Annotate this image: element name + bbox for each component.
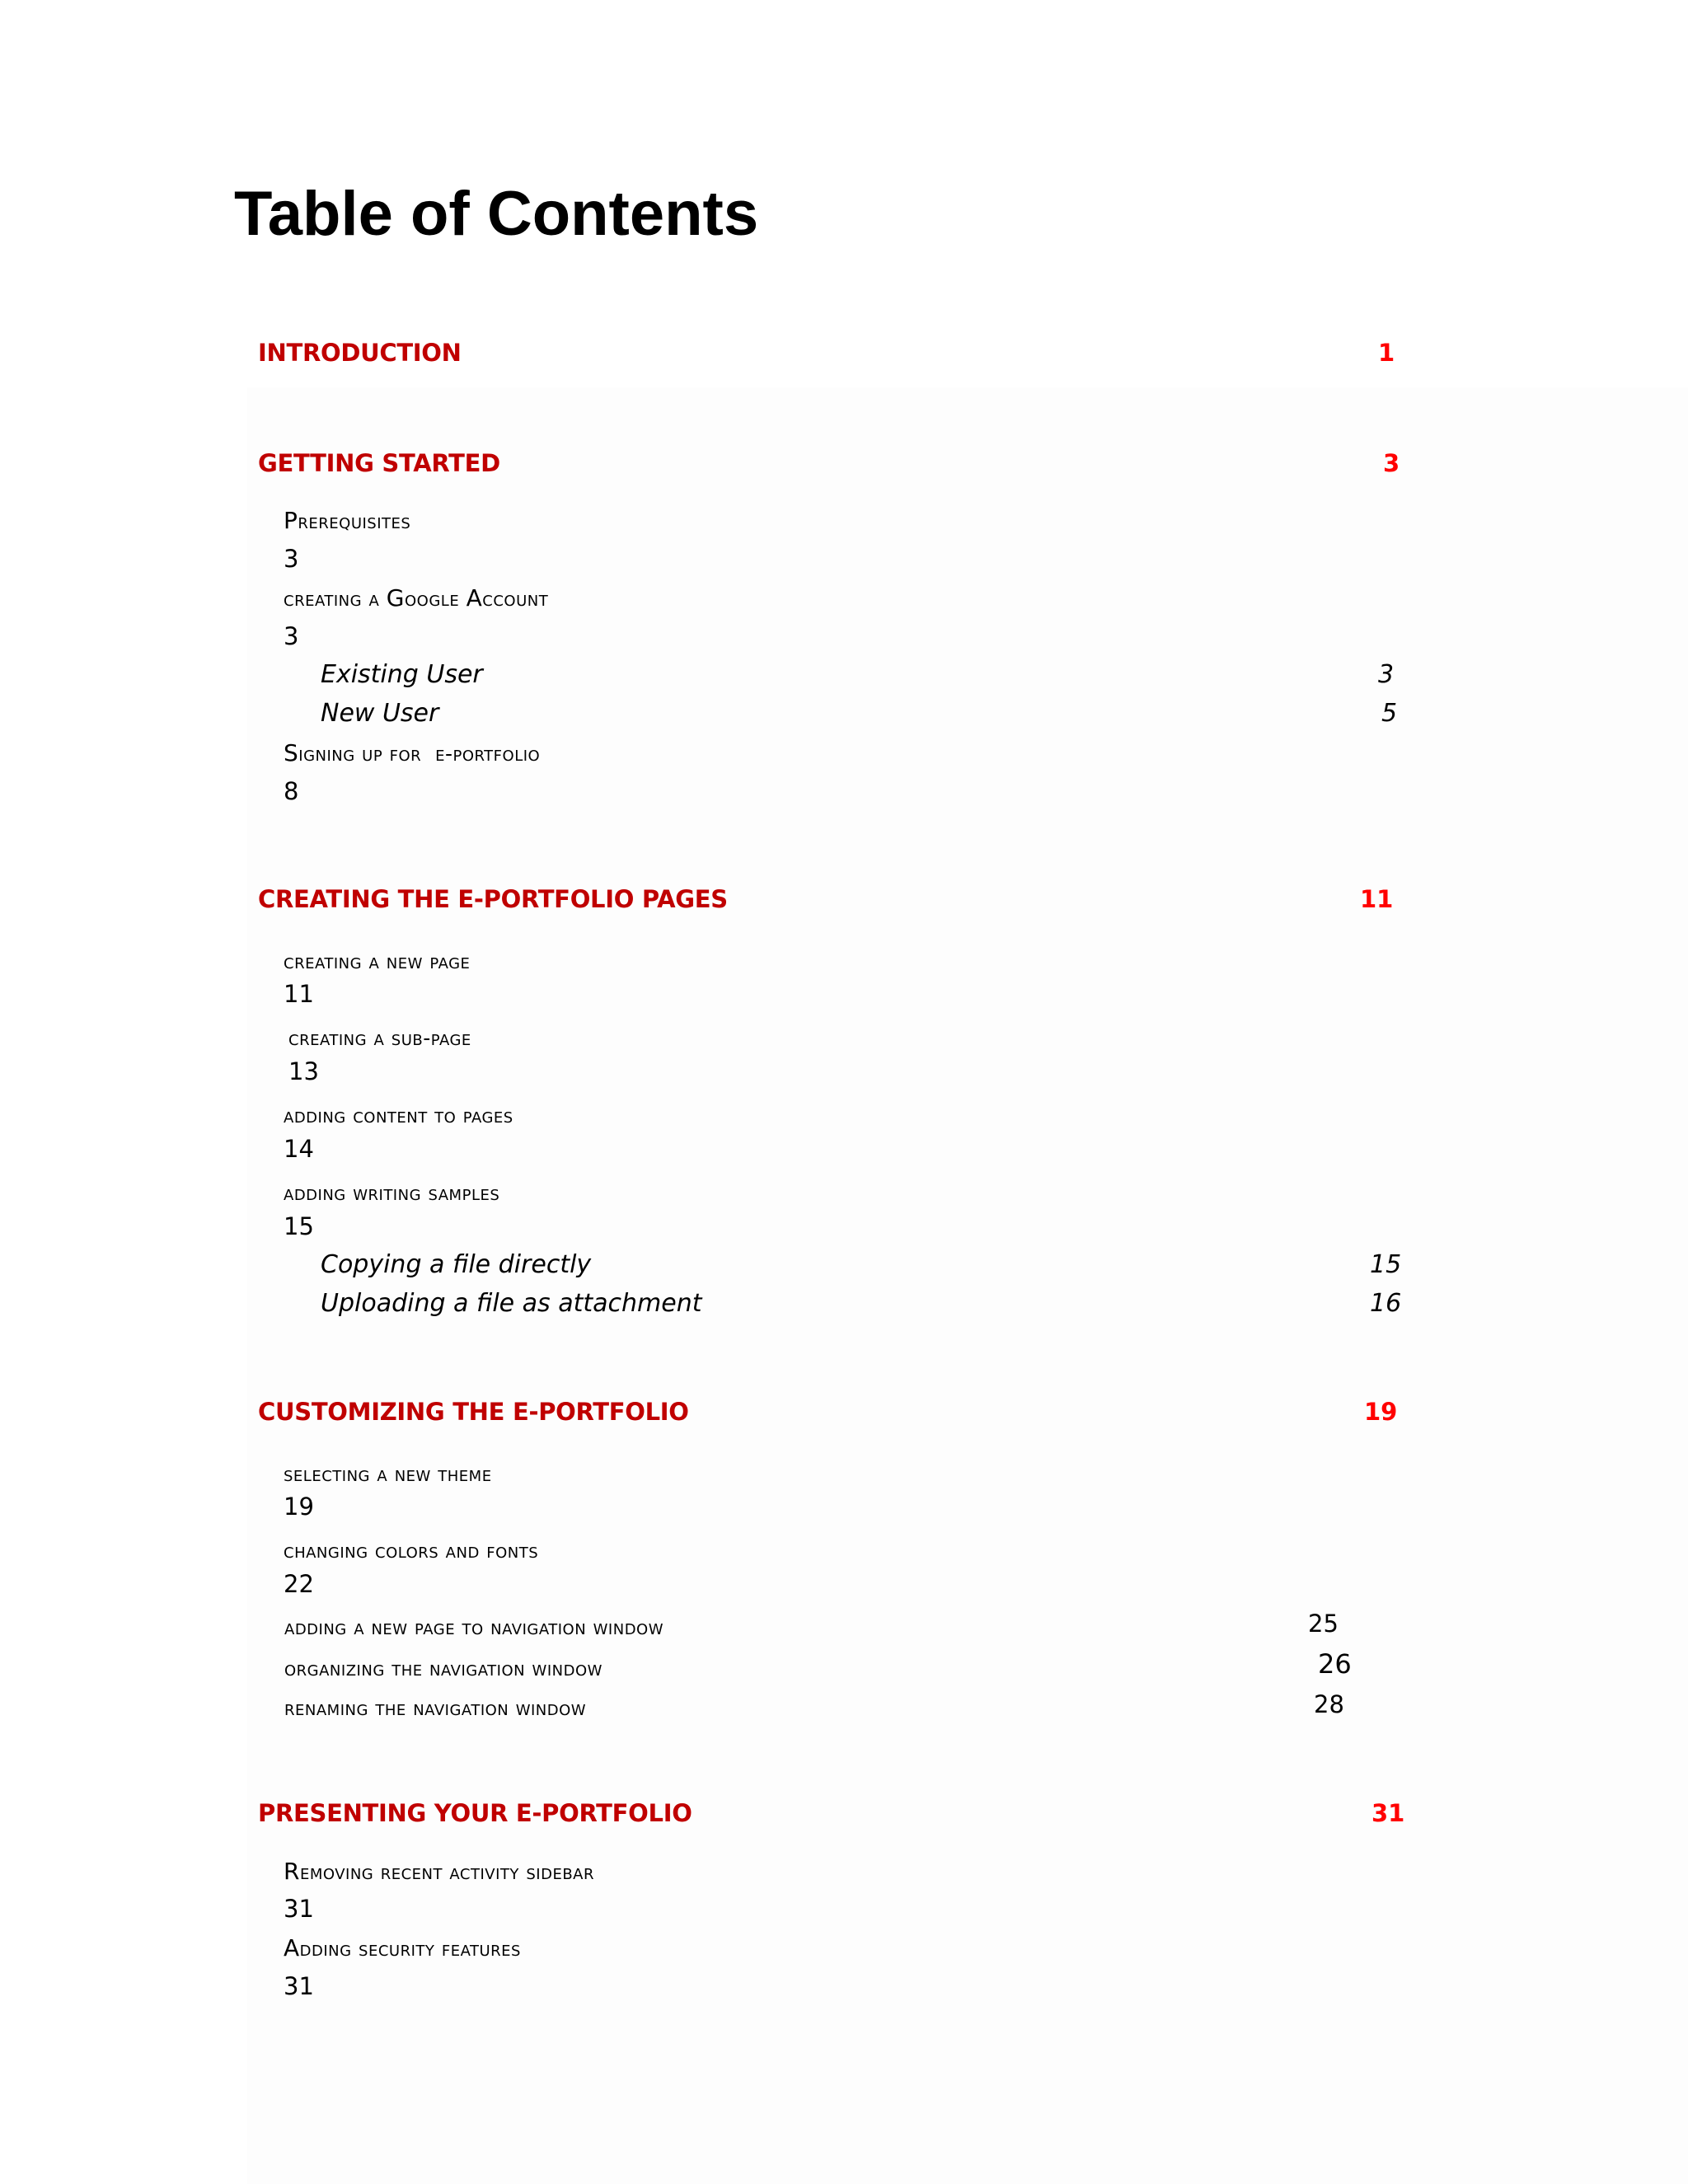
toc-entry-page[interactable]: 14 <box>284 1135 314 1163</box>
toc-section-creating-pages[interactable]: CREATING THE E-PORTFOLIO PAGES <box>258 885 728 913</box>
toc-entry-page[interactable]: 13 <box>288 1057 319 1085</box>
toc-section-presenting[interactable]: PRESENTING YOUR E-PORTFOLIO <box>258 1799 692 1827</box>
toc-section-getting-started[interactable]: GETTING STARTED <box>258 449 500 477</box>
toc-entry-page[interactable]: 28 <box>1314 1690 1344 1718</box>
toc-subentry-page[interactable]: 16 <box>1370 1289 1402 1318</box>
toc-entry-adding-nav-page[interactable]: adding a new page to navigation window <box>284 1615 664 1639</box>
toc-subentry-page[interactable]: 5 <box>1381 699 1398 728</box>
toc-entry-adding-writing-samples[interactable]: adding writing samples <box>284 1181 500 1205</box>
toc-entry-page[interactable]: 3 <box>284 545 299 573</box>
toc-entry-changing-colors[interactable]: changing colors and fonts <box>284 1539 539 1563</box>
toc-entry-creating-google-account[interactable]: creating a Google Account <box>284 584 549 612</box>
toc-entry-page[interactable]: 15 <box>284 1212 314 1240</box>
toc-subentry-uploading-file[interactable]: Uploading a file as attachment <box>321 1289 702 1318</box>
toc-entry-signing-up[interactable]: Signing up for e-portfolio <box>284 739 541 766</box>
toc-section-page[interactable]: 19 <box>1364 1398 1398 1426</box>
toc-entry-removing-sidebar[interactable]: Removing recent activity sidebar <box>284 1858 594 1885</box>
toc-entry-adding-content[interactable]: adding content to pages <box>284 1104 513 1127</box>
toc-entry-creating-new-page[interactable]: creating a new page <box>284 949 471 973</box>
toc-subentry-page[interactable]: 3 <box>1378 660 1395 689</box>
toc-section-page[interactable]: 31 <box>1372 1799 1405 1827</box>
toc-entry-page[interactable]: 8 <box>284 777 299 805</box>
toc-section-page[interactable]: 1 <box>1378 339 1395 367</box>
toc-section-page[interactable]: 3 <box>1383 449 1400 477</box>
toc-entry-prerequisites[interactable]: Prerequisites <box>284 507 411 534</box>
toc-subentry-page[interactable]: 15 <box>1370 1250 1402 1279</box>
toc-section-introduction[interactable]: INTRODUCTION <box>258 339 462 367</box>
toc-entry-page[interactable]: 3 <box>284 622 299 650</box>
toc-section-page[interactable]: 11 <box>1360 885 1394 913</box>
toc-entry-organizing-nav[interactable]: organizing the navigation window <box>284 1657 603 1680</box>
page-title: Table of Contents <box>234 179 759 249</box>
toc-entry-selecting-theme[interactable]: selecting a new theme <box>284 1462 492 1486</box>
toc-entry-creating-sub-page[interactable]: creating a sub-page <box>288 1026 471 1050</box>
toc-subentry-existing-user[interactable]: Existing User <box>321 660 483 689</box>
toc-entry-page[interactable]: 11 <box>284 980 314 1008</box>
toc-entry-page[interactable]: 22 <box>284 1570 314 1598</box>
toc-entry-renaming-nav[interactable]: renaming the navigation window <box>284 1696 587 1720</box>
toc-entry-page[interactable]: 19 <box>284 1493 314 1521</box>
toc-section-customizing[interactable]: CUSTOMIZING THE E-PORTFOLIO <box>258 1398 689 1426</box>
toc-entry-page[interactable]: 31 <box>284 1895 314 1923</box>
page-background <box>247 387 1688 2184</box>
toc-entry-adding-security[interactable]: Adding security features <box>284 1934 521 1961</box>
toc-subentry-copying-file[interactable]: Copying a file directly <box>321 1250 592 1279</box>
toc-entry-page[interactable]: 31 <box>284 1972 314 2000</box>
toc-subentry-new-user[interactable]: New User <box>321 699 439 728</box>
toc-entry-page[interactable]: 25 <box>1308 1610 1339 1638</box>
toc-entry-page[interactable]: 26 <box>1318 1648 1352 1680</box>
